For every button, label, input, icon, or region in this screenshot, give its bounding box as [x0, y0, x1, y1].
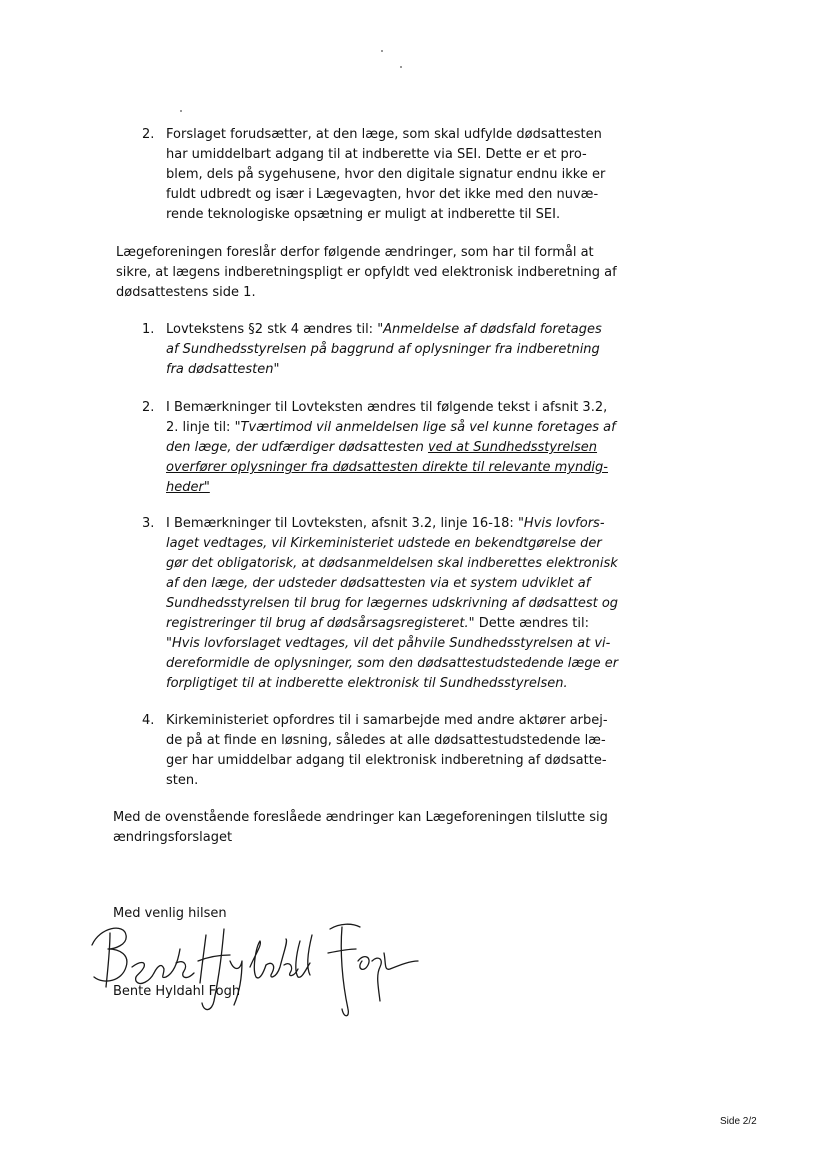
- text-line: [166, 320, 602, 340]
- handwritten-signature: [80, 905, 420, 1020]
- text-line: Med de ovenstående foreslåede ændringer kan Lægeforeningen tilslutte sig: [113, 810, 608, 825]
- text-line: Kirkeministeriet opfordres til i samarbejde med andre aktører arbej-: [166, 713, 608, 728]
- quoted-text-line: "Hvis lovforslaget vedtages, vil det påhvile Sundhedsstyrelsen at vi-: [166, 636, 611, 651]
- quoted-text-line: gør det obligatorisk, at dødsanmeldelsen skal indberettes elektronisk: [166, 556, 618, 571]
- quoted-text-line: fra dødsattesten": [166, 362, 280, 377]
- item-number: 2.: [142, 127, 155, 142]
- text-line: rende teknologiske opsætning er muligt at indberette til SEI.: [166, 207, 561, 222]
- quoted-text-line: af Sundhedsstyrelsen på baggrund af oplysninger fra indberetning: [166, 342, 600, 357]
- text-line: [166, 438, 597, 458]
- quoted-text-line: forpligtiget til at indberette elektronisk til Sundhedsstyrelsen.: [166, 676, 568, 691]
- item-number: 3.: [142, 516, 155, 531]
- page-number: Side 2/2: [720, 1116, 757, 1127]
- text-line: Lægeforeningen foreslår derfor følgende ændringer, som har til formål at: [116, 245, 594, 260]
- plain-text: 2. linje til:: [166, 420, 235, 435]
- plain-text: Dette ændres til:: [474, 616, 590, 631]
- quoted-text-line: dereformidle de oplysninger, som den dødsattestudstedende læge er: [166, 656, 619, 671]
- text-line: [166, 514, 605, 534]
- quoted-text: "Tværtimod vil anmeldelsen lige så vel kunne foretages af: [234, 420, 616, 435]
- text-line: I Bemærkninger til Lovteksten ændres til følgende tekst i afsnit 3.2,: [166, 400, 608, 415]
- text-line: Forslaget forudsætter, at den læge, som skal udfylde dødsattesten: [166, 127, 602, 142]
- text-line: [166, 614, 589, 634]
- text-line: sten.: [166, 773, 199, 788]
- scan-speck: [381, 50, 383, 52]
- underlined-text-line: heder": [166, 480, 210, 495]
- item-number: 1.: [142, 322, 155, 337]
- scan-speck: [180, 110, 182, 112]
- quoted-text-line: laget vedtages, vil Kirkeministeriet udstede en bekendtgørelse der: [166, 536, 602, 551]
- closing-greeting: Med venlig hilsen: [113, 906, 227, 921]
- quoted-text-line: af den læge, der udsteder dødsattesten via et system udviklet af: [166, 576, 591, 591]
- text-line: ændringsforslaget: [113, 830, 233, 845]
- item-number: 4.: [142, 713, 155, 728]
- text-line: sikre, at lægens indberetningspligt er opfyldt ved elektronisk indberetning af: [116, 265, 617, 280]
- quoted-text-line: Sundhedsstyrelsen til brug for lægernes udskrivning af dødsattest og: [166, 596, 619, 611]
- quoted-text: "Anmeldelse af dødsfald foretages: [377, 322, 602, 337]
- quoted-text: "Hvis lovfors-: [517, 516, 605, 531]
- signer-name: Bente Hyldahl Fogh: [113, 984, 241, 999]
- text-line: [166, 418, 616, 438]
- text-line: dødsattestens side 1.: [116, 285, 256, 300]
- quoted-text: den læge, der udfærdiger dødsattesten: [166, 440, 428, 455]
- underlined-text-line: overfører oplysninger fra dødsattesten direkte til relevante myndig-: [166, 460, 608, 475]
- text-line: har umiddelbart adgang til at indberette via SEI. Dette er et pro-: [166, 147, 587, 162]
- text-line: fuldt udbredt og især i Lægevagten, hvor det ikke med den nuvæ-: [166, 187, 599, 202]
- item-number: 2.: [142, 400, 155, 415]
- underlined-text: ved at Sundhedsstyrelsen: [427, 440, 598, 455]
- text-line: blem, dels på sygehusene, hvor den digitale signatur endnu ikke er: [166, 167, 606, 182]
- quoted-text: registreringer til brug af dødsårsagsregisteret.": [166, 616, 475, 631]
- plain-text: Lovtekstens §2 stk 4 ændres til:: [166, 322, 378, 337]
- scan-speck: [400, 66, 402, 68]
- text-line: ger har umiddelbar adgang til elektronisk indberetning af dødsatte-: [166, 753, 607, 768]
- plain-text: I Bemærkninger til Lovteksten, afsnit 3.2, linje 16-18:: [166, 516, 518, 531]
- text-line: de på at finde en løsning, således at alle dødsattestudstedende læ-: [166, 733, 606, 748]
